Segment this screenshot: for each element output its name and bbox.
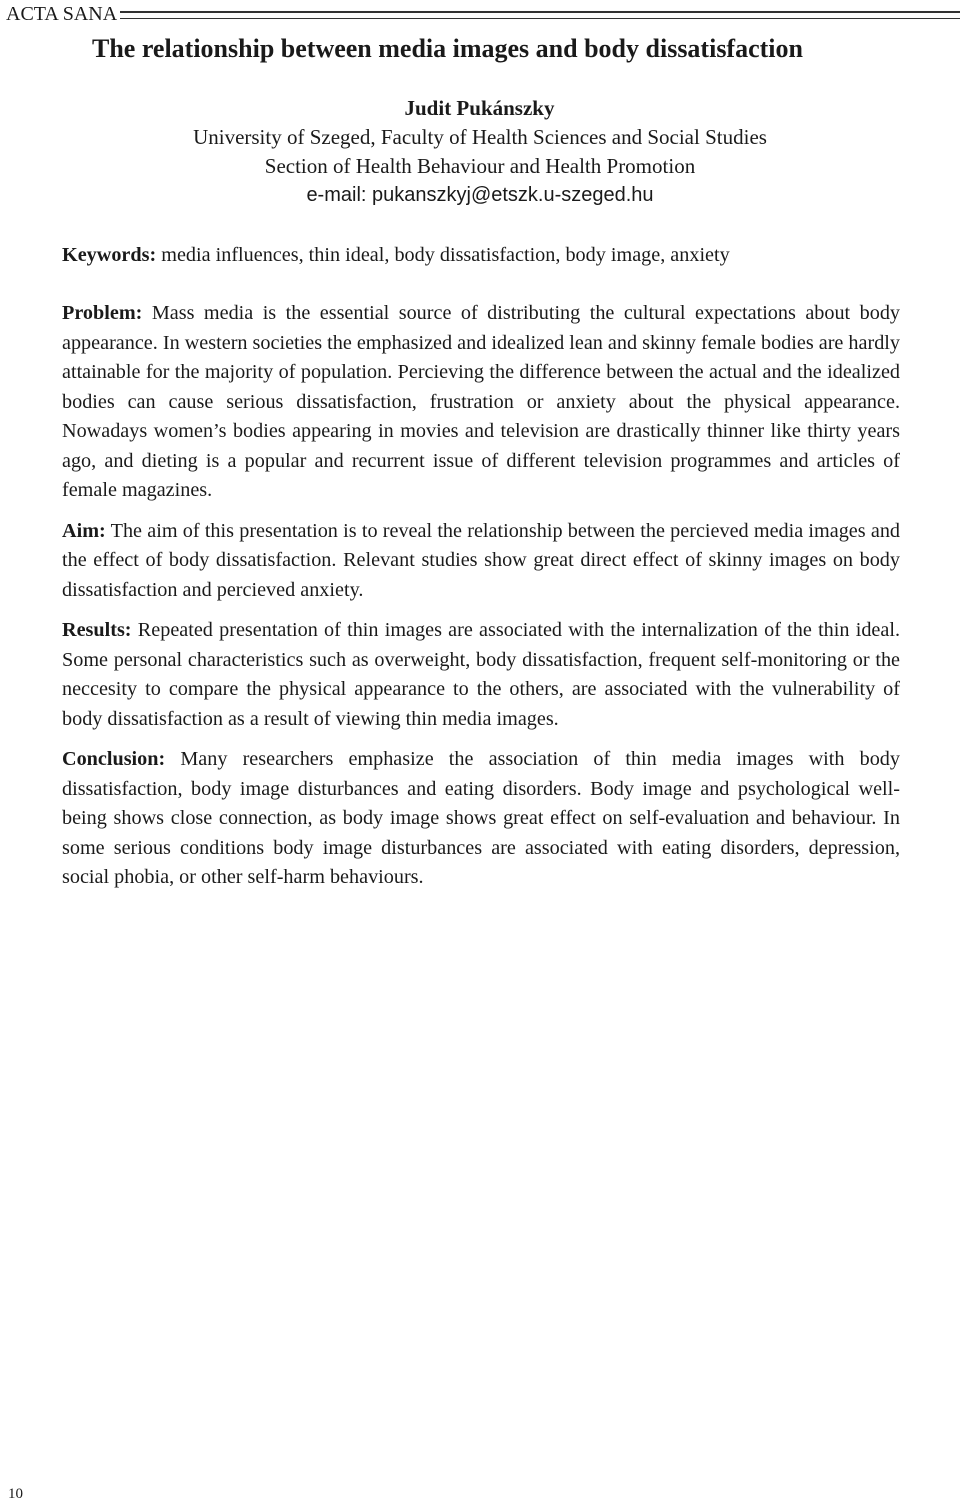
affiliation-line-1: University of Szeged, Faculty of Health Sciences and Social Studies [193,125,767,149]
section-label: Results: [62,619,132,641]
keywords-label: Keywords: [62,244,157,266]
section-results [62,616,900,734]
section-text: The aim of this presentation is to reveal the relationship between the percieved media images and the effect of body dissatisfaction. Relevant studies show great direct effect of skinny images on body dissatisfaction and percieved anxiety. [62,519,900,601]
journal-name: ACTA SANA [6,3,118,25]
header-rule [120,11,960,19]
keywords-line [62,241,900,271]
author-email: e-mail: pukanszkyj@etszk.u-szeged.hu [306,184,654,206]
section-label: Conclusion: [62,748,166,770]
section-conclusion [62,745,900,893]
section-text: Many researchers emphasize the association of thin media images with body dissatisfaction, body image disturbances and eating disorders. Body image and psychological well-being shows close connection, as body image shows great effect on self-evaluation and behaviour. In some serious conditions body image disturbances are associated with eating disorders, depression, social phobia, or other self-harm behaviours. [62,748,900,888]
affiliation-line-2: Section of Health Behaviour and Health Promotion [264,154,696,178]
section-problem [62,299,900,506]
keywords-text: media influences, thin ideal, body dissatisfaction, body image, anxiety [161,244,730,266]
section-label: Aim: [62,519,106,542]
abstract-body [62,299,900,904]
section-text: Repeated presentation of thin images are associated with the internalization of the thin ideal. Some personal characteristics such as overweight, body dissatisfaction, frequent self-monitoring or the neccesity to compare the physical appearance to the others, are associated with the vulnerability of body dissatisfaction as a result of viewing thin media images. [62,619,901,730]
author-block [0,94,960,210]
article-title: The relationship between media images and body dissatisfaction [92,34,803,63]
page-number: 10 [8,1486,23,1502]
section-label: Problem: [62,302,143,324]
running-head [6,2,960,26]
author-name: Judit Pukánszky [404,96,555,120]
section-aim [62,517,900,606]
section-text: Mass media is the essential source of distributing the cultural expectations about body appearance. In western societies the emphasized and idealized lean and skinny female bodies are hardly attainable for the majority of population. Percieving the difference between the actual and the idealized bodies can cause serious dissatisfaction, frustration or anxiety about the physical appearance. Nowadays women’s bodies appearing in movies and television are drastically thinner like thirty years ago, and dieting is a popular and recurrent issue of different television programmes and articles of female magazines. [62,302,901,501]
